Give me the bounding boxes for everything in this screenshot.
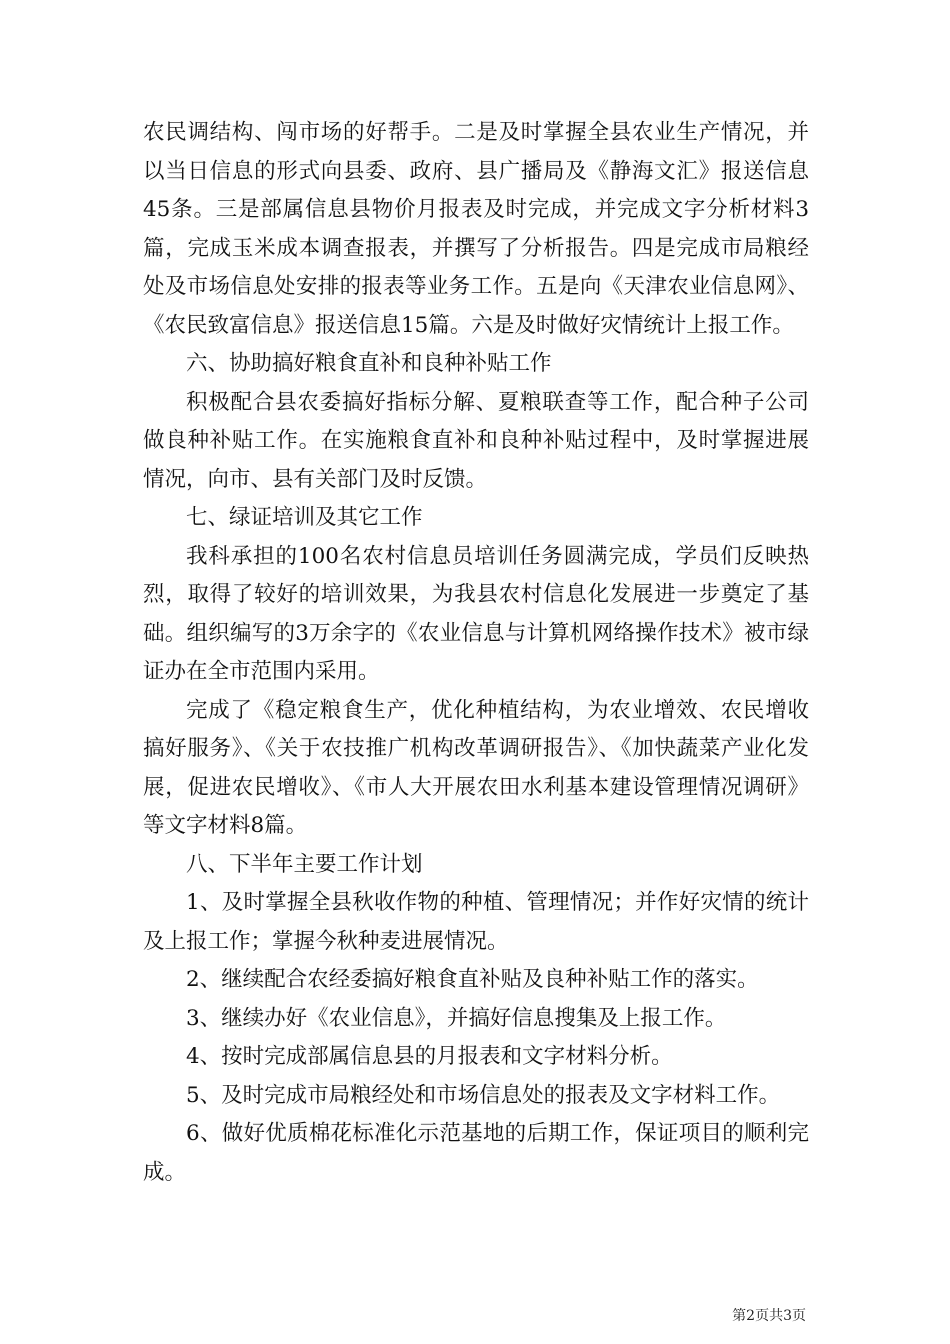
paragraph-continuation: 农民调结构、闯市场的好帮手。二是及时掌握全县农业生产情况，并以当日信息的形式向县委、政府、县广播局及《静海文汇》报送信息45条。三是部属信息县物价月报表及时完成，并完成文字分析材料3篇，完成玉米成本调查报表，并撰写了分析报告。四是完成市局粮经处及市场信息处安排的报表等业务工作。五是向《天津农业信息网》、《农民致富信息》报送信息15篇。六是及时做好灾情统计上报工作。 [143,120,809,338]
paragraph-subsidy: 积极配合县农委搞好指标分解、夏粮联查等工作，配合种子公司做良种补贴工作。在实施粮食直补和良种补贴过程中，及时掌握进展情况，向市、县有关部门及时反馈。 [143,389,809,492]
section-heading-8: 八、下半年主要工作计划 [186,851,423,877]
plan-item-6: 6、做好优质棉花标准化示范基地的后期工作，保证项目的顺利完成。 [143,1121,809,1185]
document-body [143,114,809,1192]
section-heading-7: 七、绿证培训及其它工作 [186,505,423,530]
plan-item-4: 4、按时完成部属信息县的月报表和文字材料分析。 [186,1044,673,1069]
plan-item-1: 1、及时掌握全县秋收作物的种植、管理情况；并作好灾情的统计及上报工作；掌握今秋种麦进展情况。 [143,890,809,954]
plan-item-2: 2、继续配合农经委搞好粮食直补贴及良种补贴工作的落实。 [186,967,759,992]
section-heading-6: 六、协助搞好粮食直补和良种补贴工作 [186,351,552,376]
plan-item-3: 3、继续办好《农业信息》，并搞好信息搜集及上报工作。 [186,1005,727,1031]
paragraph-training: 我科承担的100名农村信息员培训任务圆满完成，学员们反映热烈，取得了较好的培训效果，为我县农村信息化发展进一步奠定了基础。组织编写的3万余字的《农业信息与计算机网络操作技术》被市绿证办在全市范围内采用。 [143,543,809,684]
page-number-footer: 第2页共3页 [732,1308,806,1324]
plan-item-5: 5、及时完成市局粮经处和市场信息处的报表及文字材料工作。 [186,1082,781,1108]
paragraph-materials: 完成了《稳定粮食生产，优化种植结构，为农业增效、农民增收搞好服务》、《关于农技推广机构改革调研报告》、《加快蔬菜产业化发展，促进农民增收》、《市人大开展农田水利基本建设管理情况调研》等文字材料8篇。 [143,697,809,838]
